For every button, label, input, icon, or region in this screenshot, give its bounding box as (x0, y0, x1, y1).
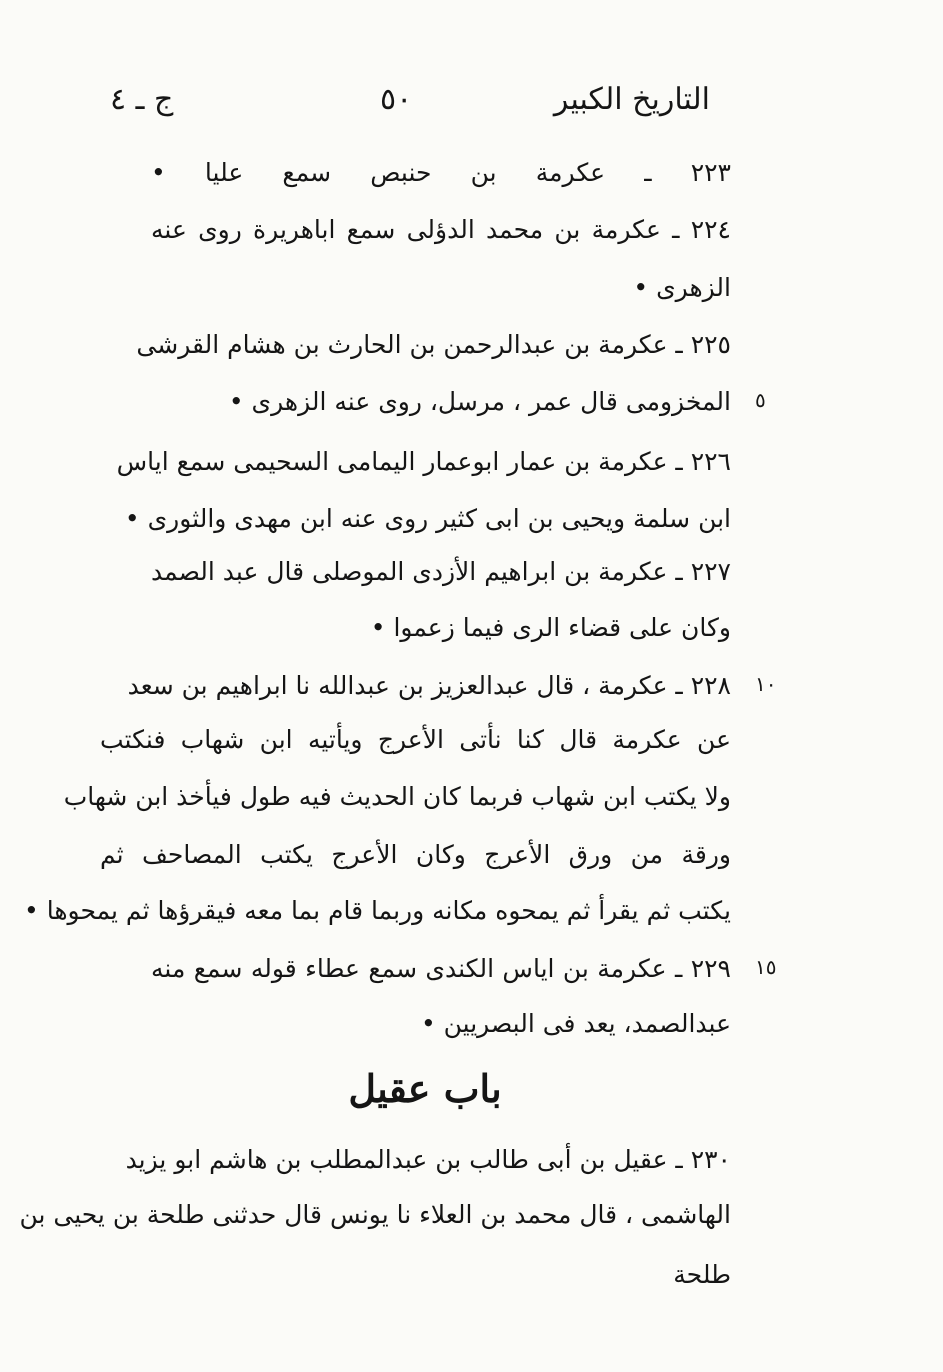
entry-224-line: ٢٢٤ ـ عكرمة بن محمد الدؤلى سمع اباهريرة روى عنه (151, 215, 731, 244)
page-number: ٥٠ (380, 82, 413, 117)
entry-225-line: ٢٢٥ ـ عكرمة بن عبدالرحمن بن الحارث بن هشام القرشى (136, 330, 731, 359)
text-line: طلحة (673, 1260, 731, 1289)
text-line: ولا يكتب ابن شهاب فربما كان الحديث فيه طول فيأخذ ابن شهاب (63, 782, 731, 811)
entry-228-line: ٢٢٨ ـ عكرمة ، قال عبدالعزيز بن عبدالله نا ابراهيم بن سعد (127, 671, 731, 700)
entry-230-line: ٢٣٠ ـ عقيل بن أبى طالب بن عبدالمطلب بن هاشم ابو يزيد (125, 1145, 731, 1174)
margin-line-number: ٥ (755, 388, 766, 412)
entry-227-line: ٢٢٧ ـ عكرمة بن ابراهيم الأزدى الموصلى قال عبد الصمد (151, 557, 731, 586)
book-title: التاريخ الكبير (553, 82, 710, 117)
entry-229-line: ٢٢٩ ـ عكرمة بن اياس الكندى سمع عطاء قوله سمع منه (151, 954, 731, 983)
text-line: ابن سلمة ويحيى بن ابى كثير روى عنه ابن مهدى والثورى • (124, 504, 731, 533)
text-line: وكان على قضاء الرى فيما زعموا • (370, 613, 731, 642)
margin-line-number: ١٥ (755, 955, 777, 979)
text-line: عبدالصمد، يعد فى البصريين • (420, 1009, 731, 1038)
entry-226-line: ٢٢٦ ـ عكرمة بن عمار ابوعمار اليمامى السحيمى سمع اياس (116, 447, 731, 476)
text-line: يكتب ثم يقرأ ثم يمحوه مكانه وربما قام بما معه فيقرؤها ثم يمحوها • (24, 896, 731, 925)
text-line: الزهرى • (633, 273, 731, 302)
text-line: المخزومى قال عمر ، مرسل، روى عنه الزهرى • (228, 387, 731, 416)
text-line: ورقة من ورق الأعرج وكان الأعرج يكتب المصاحف ثم (100, 840, 731, 869)
entry-223-line: ٢٢٣ ـ عكرمة بن حنبص سمع عليا • (151, 158, 731, 187)
volume-label: ج ـ ٤ (110, 82, 174, 117)
margin-line-number: ١٠ (755, 672, 777, 696)
text-line: عن عكرمة قال كنا نأتى الأعرج ويأتيه ابن شهاب فنكتب (100, 725, 731, 754)
page-header (110, 82, 710, 132)
text-line: الهاشمى ، قال محمد بن العلاء نا يونس قال حدثنى طلحة بن يحيى بن (19, 1200, 731, 1229)
section-heading: باب عقيل (348, 1066, 502, 1111)
